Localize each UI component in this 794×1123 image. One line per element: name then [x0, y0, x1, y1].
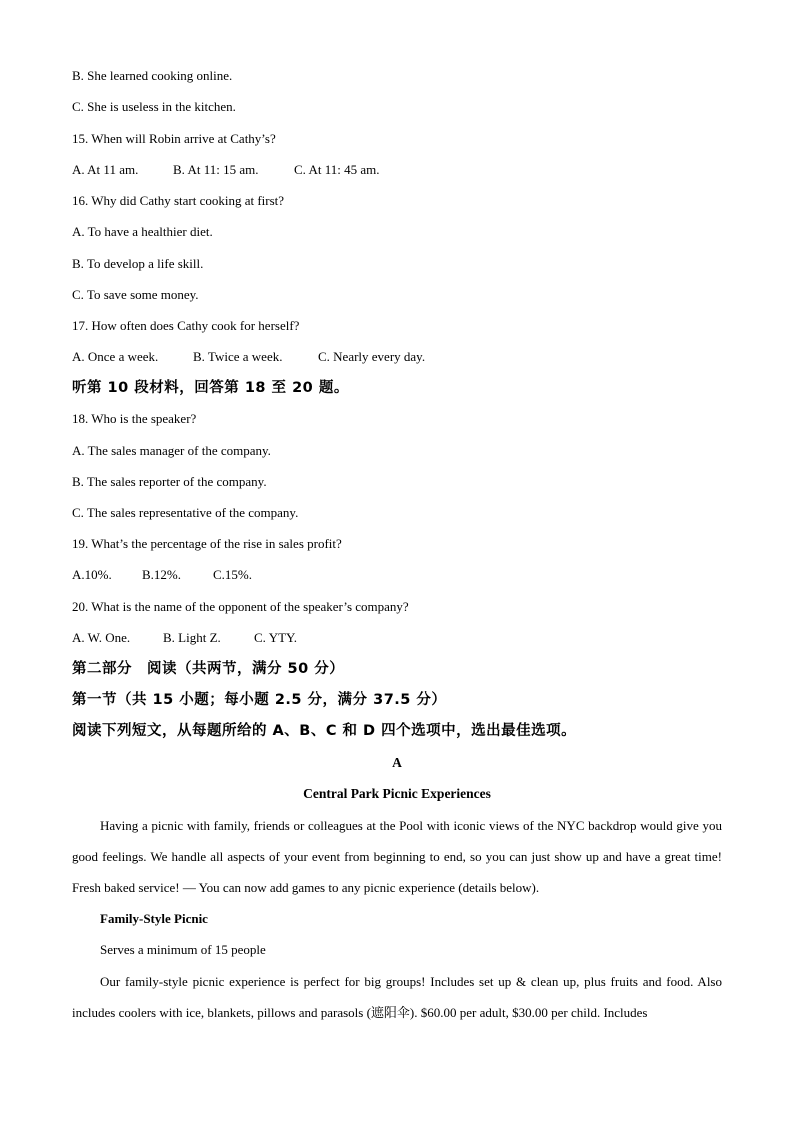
question-19: 19. What’s the percentage of the rise in sales profit?: [72, 536, 342, 551]
passage-body: Our family-style picnic experience is perfect for big groups! Includes set up & clean up, plus fruits and food. Also includes coolers with ice, blankets, pillows and parasols (遮阳伞). $60.00 per adult, $30.00 per child. Includes: [72, 974, 722, 1020]
question-17: 17. How often does Cathy cook for herself?: [72, 318, 300, 333]
q17-option-a: A. Once a week.: [72, 349, 159, 364]
q19-option-b: B.12%.: [142, 567, 181, 582]
q16-option-c: C. To save some money.: [72, 287, 199, 302]
q15-options: [72, 162, 379, 178]
q16-option-b: B. To develop a life skill.: [72, 256, 204, 271]
question-18: 18. Who is the speaker?: [72, 411, 197, 426]
passage-title: Central Park Picnic Experiences: [303, 786, 491, 801]
passage-subheading: Family-Style Picnic: [100, 911, 208, 926]
q17-option-c: C. Nearly every day.: [318, 349, 426, 364]
q17-option-b: B. Twice a week.: [193, 349, 283, 364]
passage-letter: A: [392, 755, 402, 770]
q15-option-a: A. At 11 am.: [72, 162, 139, 177]
question-16: 16. Why did Cathy start cooking at first?: [72, 193, 285, 208]
section-10-heading: 听第 10 段材料，回答第 18 至 20 题。: [72, 380, 349, 396]
question-15: 15. When will Robin arrive at Cathy’s?: [72, 131, 276, 146]
q14-option-c: C. She is useless in the kitchen.: [72, 99, 236, 114]
section-1-heading: 第一节（共 15 小题；每小题 2.5 分，满分 37.5 分）: [72, 692, 447, 708]
passage-intro: Having a picnic with family, friends or colleagues at the Pool with iconic views of the NYC backdrop would give you good feelings. We handle all aspects of your event from beginning to end, so you can just show up and have a great time! Fresh baked service! — You can now add games to any picnic experience (details below).: [72, 818, 722, 895]
q17-options: [72, 349, 425, 365]
q20-options: [72, 630, 297, 646]
q18-option-b: B. The sales reporter of the company.: [72, 474, 267, 489]
q15-option-b: B. At 11: 15 am.: [173, 162, 259, 177]
q20-option-b: B. Light Z.: [163, 630, 221, 645]
question-20: 20. What is the name of the opponent of the speaker’s company?: [72, 599, 409, 614]
passage-serves: Serves a minimum of 15 people: [100, 942, 266, 957]
q19-options: [72, 567, 252, 583]
q19-option-c: C.15%.: [213, 567, 252, 582]
q15-option-c: C. At 11: 45 am.: [294, 162, 380, 177]
part-2-heading: 第二部分 阅读（共两节，满分 50 分）: [72, 661, 345, 677]
q18-option-c: C. The sales representative of the company.: [72, 505, 299, 520]
q18-option-a: A. The sales manager of the company.: [72, 443, 271, 458]
q20-option-a: A. W. One.: [72, 630, 131, 645]
reading-instruction: 阅读下列短文，从每题所给的 A、B、C 和 D 四个选项中，选出最佳选项。: [72, 723, 577, 739]
q14-option-b: B. She learned cooking online.: [72, 68, 233, 83]
q16-option-a: A. To have a healthier diet.: [72, 224, 213, 239]
q20-option-c: C. YTY.: [254, 630, 297, 645]
q19-option-a: A.10%.: [72, 567, 112, 582]
